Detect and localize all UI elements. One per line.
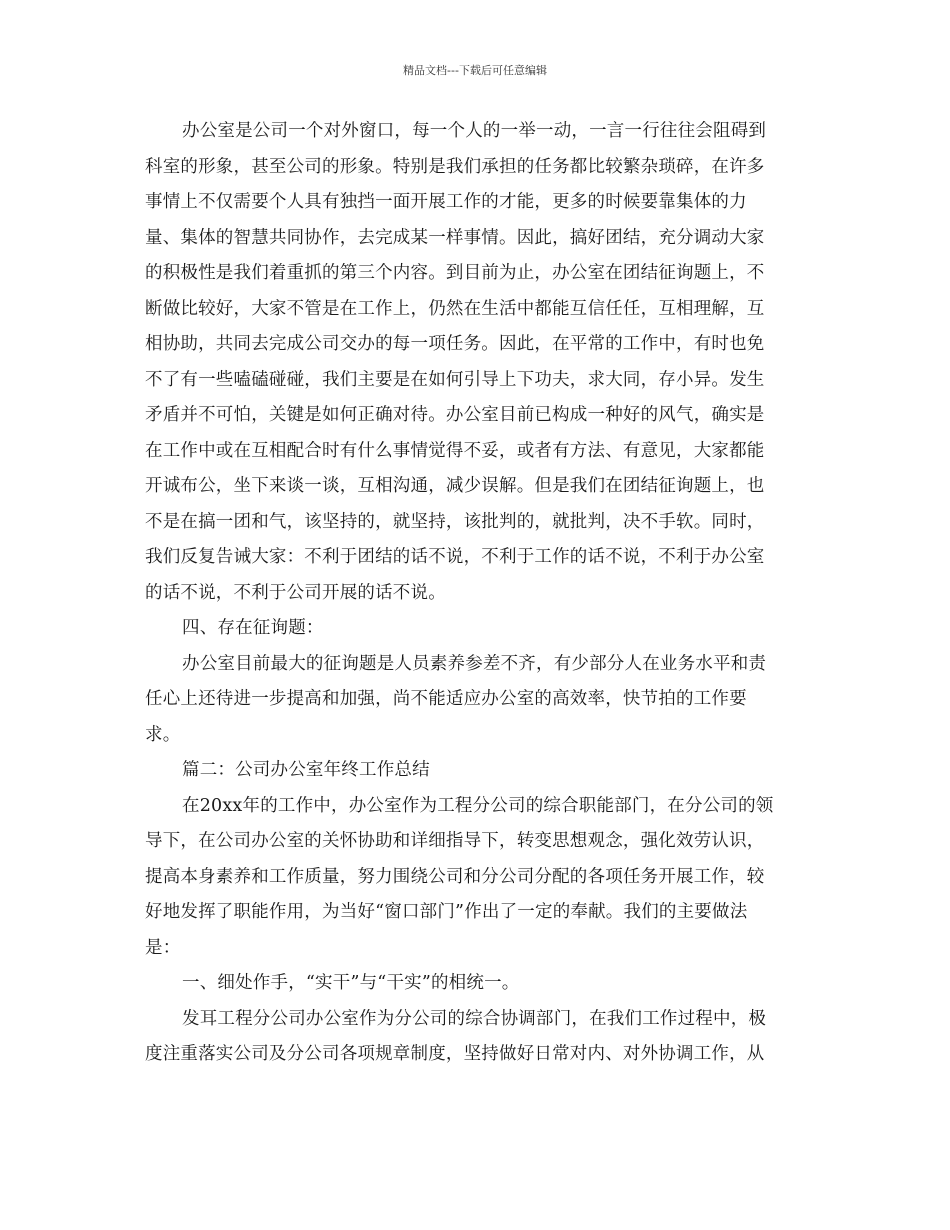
body-line: 在20xx年的工作中，办公室作为工程分公司的综合职能部门，在分公司的领 [182,795,774,816]
body-line: 不是在搞一团和气，该坚持的，就坚持，该批判的，就批判，决不手软。同时， [145,511,765,532]
body-line: 任心上还待进一步提高和加强，尚不能适应办公室的高效率，快节拍的工作要 [145,689,747,709]
body-line: 相协助，共同去完成公司交办的每一项任务。因此，在平常的工作中，有时也免 [145,334,765,354]
body-line: 事情上不仅需要个人具有独挡一面开展工作的才能，更多的时候要靠集体的力 [145,192,747,212]
body-line: 的积极性是我们着重抓的第三个内容。到目前为止，办公室在团结征询题上，不 [145,263,765,283]
body-line: 发耳工程分公司办公室作为分公司的综合协调部门，在我们工作过程中，极 [182,1008,767,1029]
body-line: 好地发挥了职能作用，为当好“窗口部门”作出了一定的奉献。我们的主要做法 [145,902,748,922]
body-line: 科室的形象，甚至公司的形象。特别是我们承担的任务都比较繁杂琐碎，在许多 [145,156,765,177]
body-line: 断做比较好，大家不管是在工作上，仍然在生活中都能互信任任，互相理解，互 [145,298,765,319]
body-line: 是： [145,937,181,958]
section-heading: 四、存在征询题： [182,618,324,638]
body-line: 导下，在公司办公室的关怀协助和详细指导下，转变思想观念，强化效劳认识， [145,831,765,851]
body-line: 我们反复告诫大家：不利于团结的话不说，不利于工作的话不说，不利于办公室 [145,547,765,567]
body-line: 办公室目前最大的征询题是人员素养参差不齐，有少部分人在业务水平和责 [182,653,767,674]
section-heading: 一、细处作手，“实干”与“干实”的相统一。 [182,973,520,993]
body-line: 不了有一些嗑磕碰碰，我们主要是在如何引导上下功夫，求大同，存小异。发生 [145,369,765,390]
body-line: 办公室是公司一个对外窗口，每一个人的一举一动，一言一行往往会阻碍到 [182,121,767,141]
body-line: 量、集体的智慧共同协作，去完成某一样事情。因此，搞好团结，充分调动大家 [145,227,765,248]
body-line: 矛盾并不可怕，关键是如何正确对待。办公室目前已构成一种好的风气，确实是 [145,405,765,425]
body-line: 开诚布公，坐下来谈一谈，互相沟通，减少误解。但是我们在团结征询题上，也 [145,476,765,496]
body-line: 提高本身素养和工作质量，努力围绕公司和分公司分配的各项任务开展工作，较 [145,866,765,887]
document-body [145,114,805,1073]
body-line: 在工作中或在互相配合时有什么事情觉得不妥，或者有方法、有意见，大家都能 [145,440,765,461]
body-line: 的话不说，不利于公司开展的话不说。 [145,582,446,603]
body-line: 求。 [145,724,181,745]
section-heading: 篇二：公司办公室年终工作总结 [182,760,430,780]
body-line: 度注重落实公司及分公司各项规章制度，坚持做好日常对内、对外协调工作，从 [145,1044,765,1064]
page-header: 精品文档---下载后可任意编辑 [403,64,547,77]
